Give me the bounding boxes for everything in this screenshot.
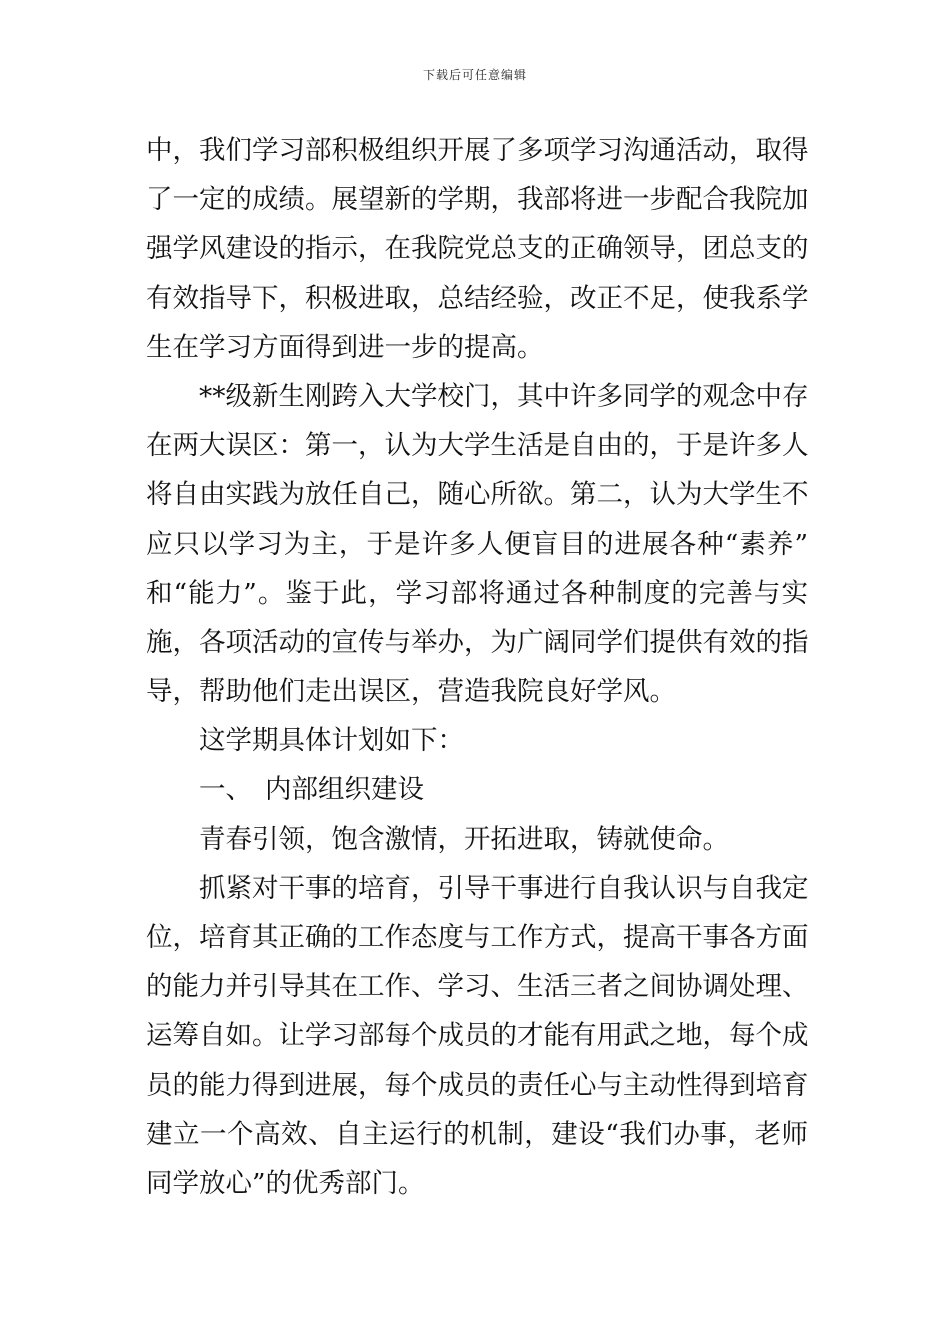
text-line: 抓紧对干事的培育，引导干事进行自我认识与自我定 — [199, 872, 809, 904]
text-line: 建立一个高效、自主运行的机制，建设“我们办事，老师 — [146, 1118, 808, 1150]
text-line: 中，我们学习部积极组织开展了多项学习沟通活动，取得 — [146, 135, 809, 166]
text-line: 导，帮助他们走出误区，营造我院良好学风。 — [146, 676, 676, 708]
document-body — [146, 126, 808, 1208]
text-line: 有效指导下，积极进取，总结经验，改正不足，使我系学 — [146, 282, 809, 314]
text-line: 的能力并引导其在工作、学习、生活三者之间协调处理、 — [146, 971, 809, 1003]
text-line: 应只以学习为主，于是许多人便盲目的进展各种“素养” — [146, 528, 808, 560]
header-note: 下载后可任意编辑 — [422, 68, 527, 82]
text-line: 强学风建设的指示，在我院党总支的正确领导，团总支的 — [146, 233, 809, 265]
text-line: 和“能力”。鉴于此，学习部将通过各种制度的完善与实 — [146, 577, 808, 609]
text-line: **级新生刚跨入大学校门，其中许多同学的观念中存 — [199, 380, 809, 412]
section-title: 内部组织建设 — [265, 774, 424, 806]
text-line: 了一定的成绩。展望新的学期，我部将进一步配合我院加 — [146, 184, 809, 216]
text-line: 施，各项活动的宣传与举办，为广阔同学们提供有效的指 — [146, 626, 809, 658]
text-line: 将自由实践为放任自己，随心所欲。第二，认为大学生不 — [146, 479, 809, 511]
text-line: 运筹自如。让学习部每个成员的才能有用武之地，每个成 — [146, 1020, 809, 1052]
text-line: 青春引领，饱含激情，开拓进取，铸就使命。 — [199, 823, 729, 855]
section-number: 一、 — [199, 774, 252, 806]
section-heading — [146, 765, 808, 814]
text-line: 在两大误区：第一，认为大学生活是自由的，于是许多人 — [146, 430, 809, 462]
text-line: 同学放心”的优秀部门。 — [146, 1167, 425, 1199]
text-line: 这学期具体计划如下： — [199, 725, 464, 757]
text-line: 员的能力得到进展，每个成员的责任心与主动性得到培育 — [146, 1069, 809, 1101]
text-line: 生在学习方面得到进一步的提高。 — [146, 331, 544, 363]
text-line: 位，培育其正确的工作态度与工作方式，提高干事各方面 — [146, 922, 809, 953]
